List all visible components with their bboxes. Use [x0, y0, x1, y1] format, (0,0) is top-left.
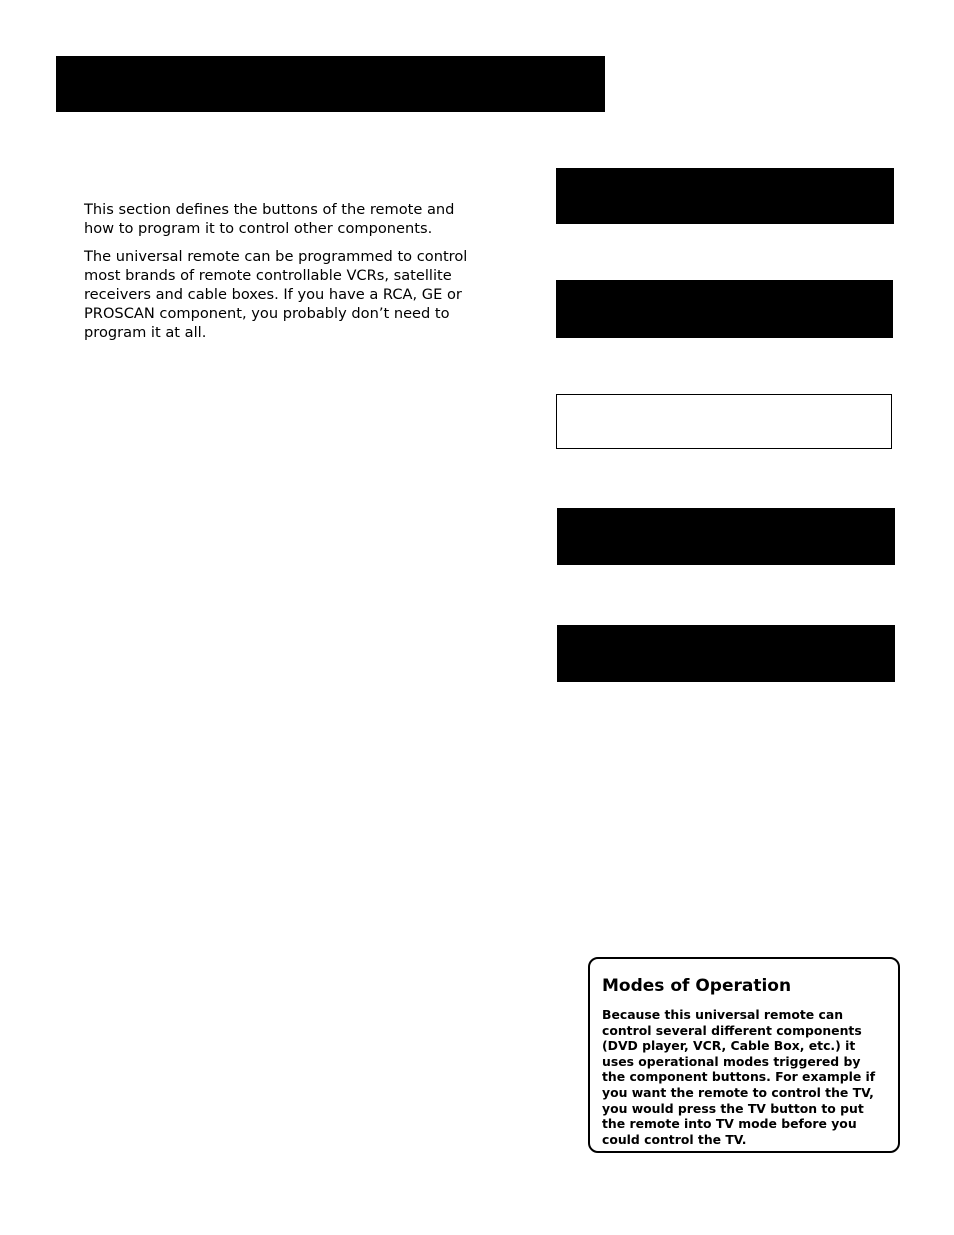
intro-paragraph-2: The universal remote can be programmed to control most brands of remote controllable VCRs, satellite receivers and cable boxes. If you have a RCA, GE or PROSCAN component, you probably don’t need to program it at all.	[84, 248, 468, 341]
note-body: Because this universal remote can control several different components (DVD player, VCR, Cable Box, etc.) it uses operational modes triggered by the component buttons. For example if you want the remote to control the TV, you would press the TV button to put the remote into TV mode before you could control the TV.	[602, 1007, 876, 1147]
intro-text	[84, 200, 479, 351]
topic-bar-4	[557, 508, 895, 565]
topic-bar-2	[556, 280, 893, 338]
modes-of-operation-note	[588, 957, 900, 1153]
topic-bar-1	[556, 168, 894, 224]
topic-outline-box	[556, 394, 892, 449]
note-title: Modes of Operation	[602, 976, 792, 996]
topic-bar-5	[557, 625, 895, 682]
section-header-bar	[56, 56, 605, 112]
intro-paragraph-1: This section defines the buttons of the remote and how to program it to control other components.	[84, 201, 455, 237]
